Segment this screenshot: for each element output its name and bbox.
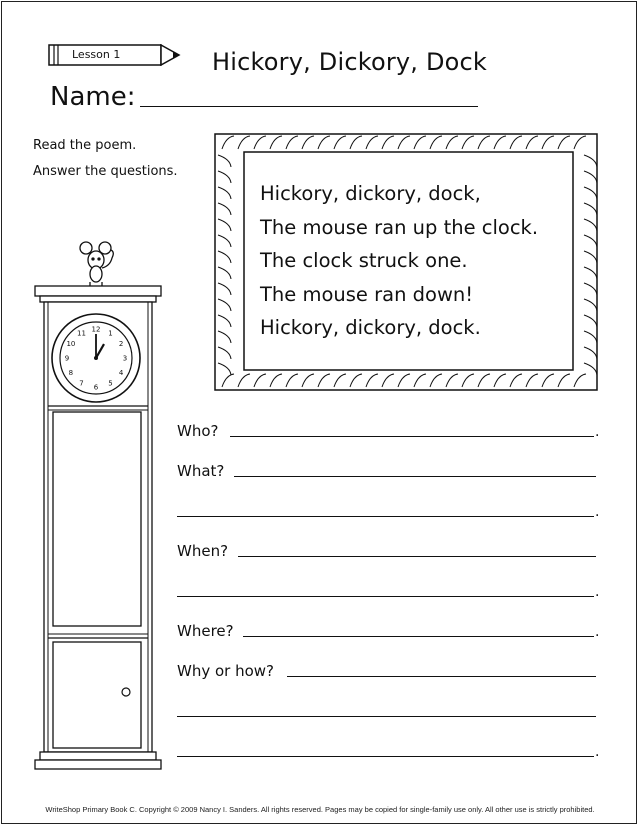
- clock-number: 4: [118, 369, 124, 377]
- answer-line-why-3[interactable]: [177, 756, 594, 757]
- copyright-footer: WriteShop Primary Book C. Copyright © 2009 Nancy I. Sanders. All rights reserved. Pages may be copied for single-family use only. All other use is strictly prohibited.: [45, 805, 595, 814]
- poem-line: The mouse ran up the clock.: [260, 215, 539, 239]
- line-end-period: .: [595, 424, 600, 440]
- answer-line-when-2[interactable]: [177, 596, 594, 597]
- answer-line-what[interactable]: [234, 476, 596, 477]
- clock-number: 12: [91, 325, 101, 334]
- clock-number: 3: [122, 354, 128, 363]
- grandfather-clock-illustration: [30, 240, 170, 770]
- instruction-read: Read the poem.: [33, 138, 137, 153]
- line-end-period: .: [595, 584, 600, 600]
- clock-number: 5: [108, 379, 113, 388]
- clock-number: 6: [93, 383, 99, 392]
- name-label: Name:: [50, 82, 136, 112]
- answer-line-when[interactable]: [238, 556, 596, 557]
- clock-number: 11: [77, 329, 86, 338]
- door-knob: [122, 688, 130, 696]
- clock-number: 10: [66, 340, 76, 348]
- poem-line: Hickory, dickory, dock,: [260, 182, 481, 205]
- question-where-label: Where?: [177, 622, 234, 640]
- clock-number: 1: [108, 329, 113, 338]
- clock-number: 7: [79, 379, 84, 388]
- clock-number: 2: [118, 340, 124, 348]
- poem-line: The clock struck one.: [260, 249, 468, 272]
- name-line[interactable]: [140, 106, 478, 107]
- answer-line-what-2[interactable]: [177, 516, 594, 517]
- line-end-period: .: [595, 624, 600, 640]
- poem: [260, 177, 538, 345]
- answer-line-where[interactable]: [243, 636, 594, 637]
- question-who-label: Who?: [177, 422, 219, 440]
- mouse-icon: [80, 242, 113, 286]
- answer-line-why[interactable]: [287, 676, 596, 677]
- instruction-answer: Answer the questions.: [33, 164, 178, 179]
- clock-number: 8: [68, 369, 74, 377]
- lesson-label: Lesson 1: [72, 48, 121, 61]
- question-why-label: Why or how?: [177, 662, 275, 680]
- line-end-period: .: [595, 744, 600, 760]
- clock-number: 9: [64, 354, 70, 363]
- question-when-label: When?: [177, 542, 229, 560]
- poem-line: Hickory, dickory, dock.: [260, 316, 481, 339]
- answer-line-who[interactable]: [230, 436, 594, 437]
- line-end-period: .: [595, 504, 600, 520]
- page-title: Hickory, Dickory, Dock: [212, 48, 488, 76]
- poem-line: The mouse ran down!: [260, 282, 474, 306]
- answer-line-why-2[interactable]: [177, 716, 596, 717]
- question-what-label: What?: [177, 462, 225, 480]
